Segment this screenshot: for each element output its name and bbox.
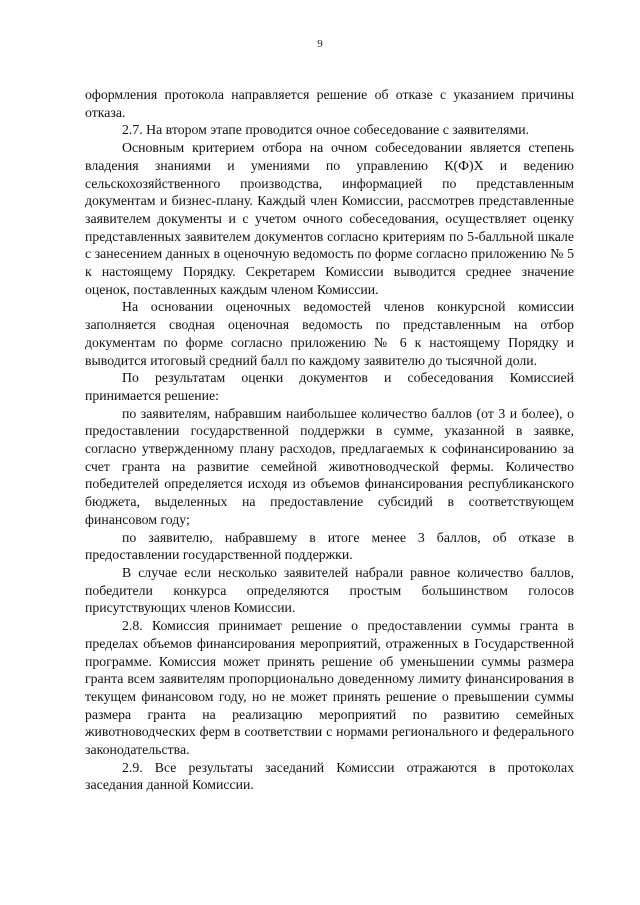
paragraph: оформления протокола направляется решение об отказе с указанием причины отказа. [85, 87, 574, 120]
paragraph: Основным критерием отбора на очном собеседовании является степень владения знаниями и умениями по управлению К(Ф)Х и ведению сельскохозяйственного производства, информацией по представленным документам и бизнес-плану. Каждый член Комиссии, рассмотрев представленные заявителем документы и с учетом очного собеседования, осуществляет оценку представленных заявителем документов согласно критериям по 5-балльной шкале с занесением данных в оценочную ведомость по форме согласно приложению № 5 к настоящему Порядку. Секретарем Комиссии выводится среднее значение оценок, поставленных каждым членом Комиссии. [85, 140, 574, 297]
paragraph: по заявителю, набравшему в итоге менее 3 баллов, об отказе в предоставлении государственной поддержки. [85, 529, 574, 563]
paragraph: 2.7. На втором этапе проводится очное собеседование с заявителями. [122, 122, 530, 138]
page-number: 9 [317, 38, 323, 50]
document-body [85, 86, 574, 794]
paragraph: по заявителям, набравшим наибольшее количество баллов (от 3 и более), о предоставлении государственной поддержки в сумме, указанной в заявке, согласно утвержденному плану расходов, предлагаемых к софинансированию за счет гранта на развитие семейной животноводческой фермы. Количество победителей определяется исходя из объемов финансирования республиканского бюджета, выделенных на предоставление субсидий в соответствующем финансовом году; [85, 405, 574, 527]
paragraph: По результатам оценки документов и собеседования Комиссией принимается решение: [85, 370, 574, 403]
paragraph: 2.8. Комиссия принимает решение о предоставлении суммы гранта в пределах объемов финансирования мероприятий, отраженных в Государственной программе. Комиссия может принять решение об уменьшении суммы размера гранта всем заявителям пропорционально доведенному лимиту финансирования в текущем финансовом году, но не может принять решение о превышении суммы размера гранта на реализацию мероприятий по развитию семейных животноводческих ферм в соответствии с нормами регионального и федерального законодательства. [85, 618, 574, 758]
paragraph: 2.9. Все результаты заседаний Комиссии отражаются в протоколах заседания данной Комиссии. [85, 759, 574, 793]
paragraph: В случае если несколько заявителей набрали равное количество баллов, победители конкурса определяются простым большинством голосов присутствующих членов Комиссии. [85, 564, 574, 616]
paragraph: На основании оценочных ведомостей членов конкурсной комиссии заполняется сводная оценочная ведомость по представленным на отбор документам по форме согласно приложению № 6 к настоящему Порядку и выводится итоговый средний балл по каждому заявителю до тысячной доли. [85, 299, 574, 368]
